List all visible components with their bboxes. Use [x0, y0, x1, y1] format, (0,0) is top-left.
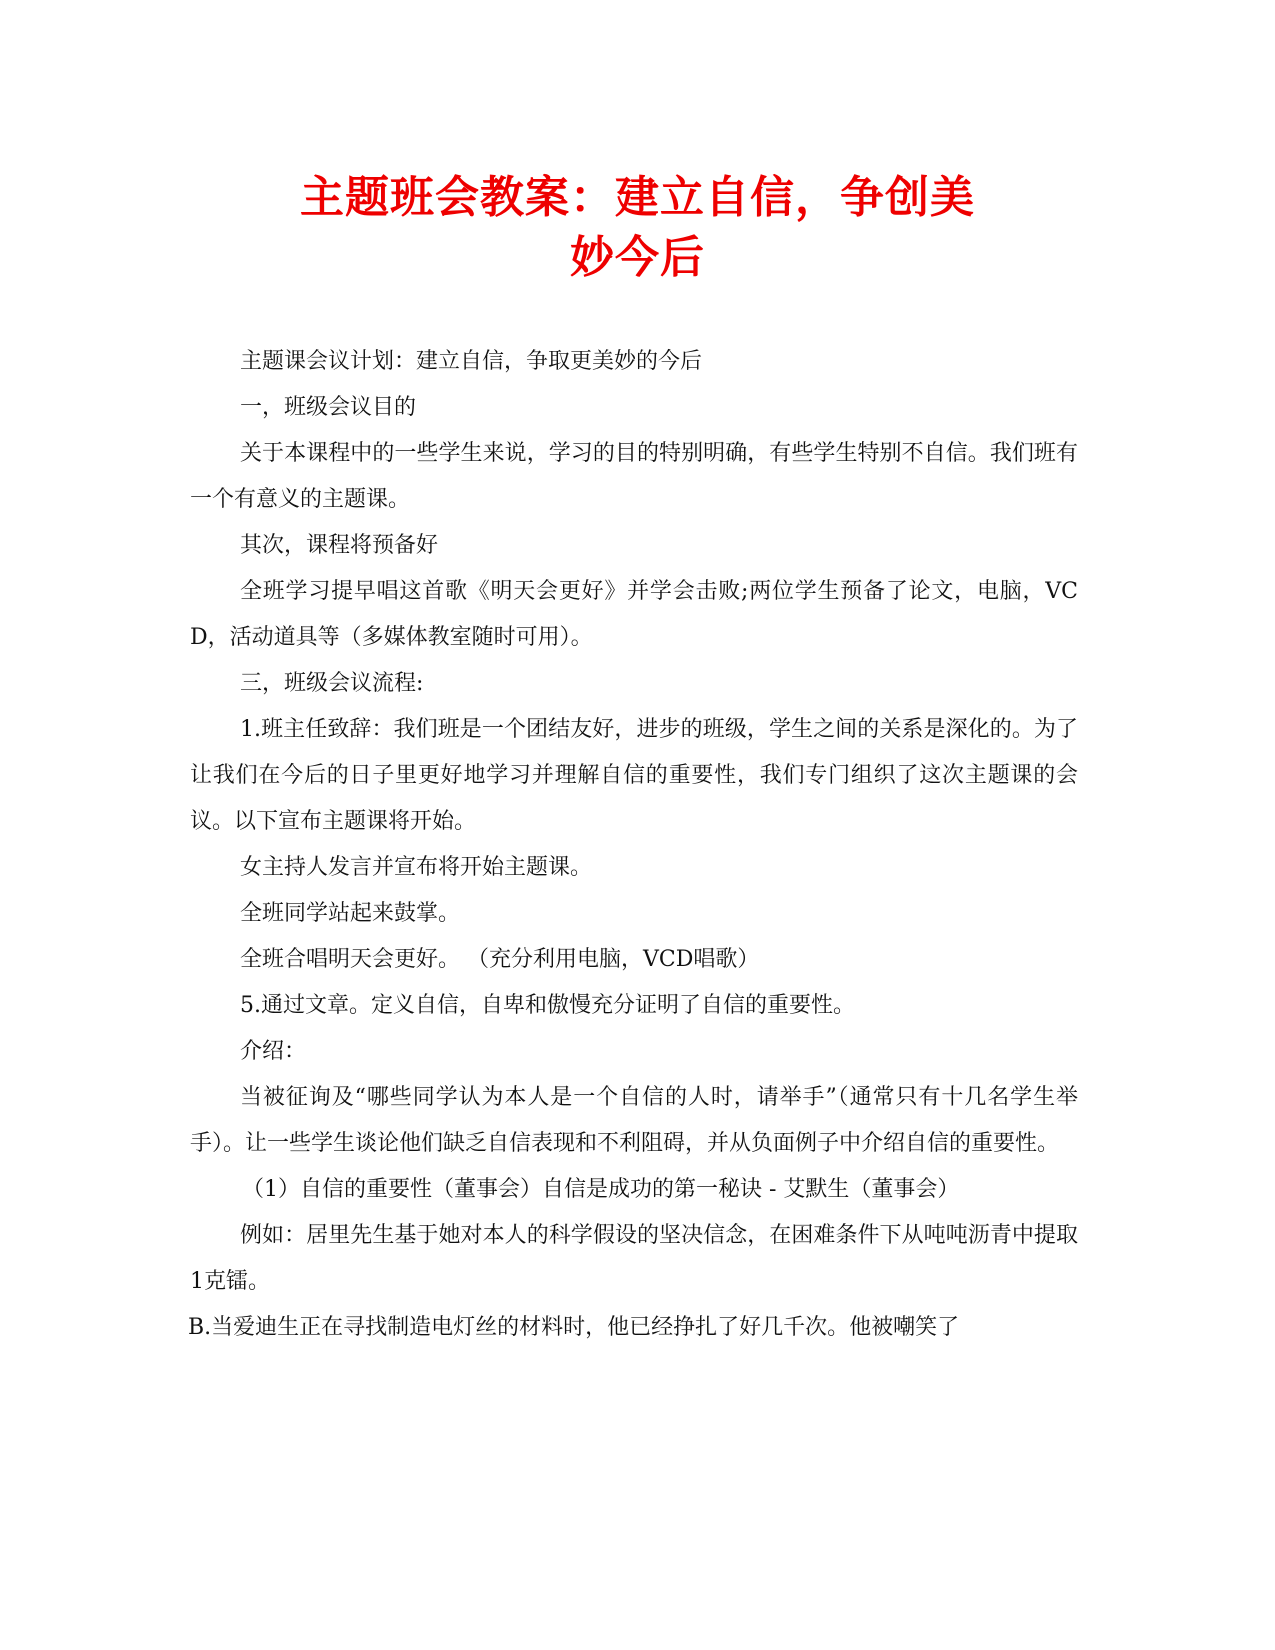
heading-meeting-purpose: 一，班级会议目的: [240, 395, 417, 420]
paragraph-example-curie: 例如：居里先生基于她对本人的科学假设的坚决信念，在困难条件下从吨吨沥青中提取1克镭。: [190, 1223, 1078, 1294]
heading-introduction: 介绍：: [240, 1039, 307, 1064]
title-line-1: 主题班会教案：建立自信，争创美: [300, 172, 975, 223]
paragraph-example-edison: B.当爱迪生正在寻找制造电灯丝的材料时，他已经挣扎了好几千次。他被嘲笑了: [188, 1315, 960, 1340]
paragraph-teacher-speech: 1.班主任致辞：我们班是一个团结友好，进步的班级，学生之间的关系是深化的。为了让我们在今后的日子里更好地学习并理解自信的重要性，我们专门组织了这次主题课的会议。以下宣布主题课将开始。: [190, 717, 1078, 834]
paragraph-host-announce: 女主持人发言并宣布将开始主题课。: [240, 855, 593, 880]
paragraph-article: 5.通过文章。定义自信，自卑和傲慢充分证明了自信的重要性。: [240, 993, 855, 1018]
heading-meeting-process: 三，班级会议流程:: [240, 671, 424, 696]
paragraph-applause: 全班同学站起来鼓掌。: [240, 901, 461, 926]
paragraph-importance: （1）自信的重要性（董事会）自信是成功的第一秘诀 - 艾默生（董事会）: [242, 1177, 960, 1202]
paragraph-plan-title: 主题课会议计划：建立自信，争取更美妙的今后: [240, 349, 703, 374]
paragraph-chorus: 全班合唱明天会更好。 （充分利用电脑，VCD唱歌）: [240, 947, 760, 972]
document-title: [190, 168, 1085, 288]
heading-preparation: 其次，课程将预备好: [240, 533, 439, 558]
paragraph-purpose: 关于本课程中的一些学生来说，学习的目的特别明确，有些学生特别不自信。我们班有一个有意义的主题课。: [190, 441, 1078, 512]
title-line-2: 妙今后: [570, 232, 705, 283]
paragraph-preparation: 全班学习提早唱这首歌《明天会更好》并学会击败;两位学生预备了论文，电脑，VCD，活动道具等（多媒体教室随时可用）。: [190, 579, 1078, 650]
paragraph-introduction: 当被征询及“哪些同学认为本人是一个自信的人时，请举手”（通常只有十几名学生举手）。让一些学生谈论他们缺乏自信表现和不利阻碍，并从负面例子中介绍自信的重要性。: [190, 1085, 1078, 1156]
document-body: [190, 339, 1078, 1351]
